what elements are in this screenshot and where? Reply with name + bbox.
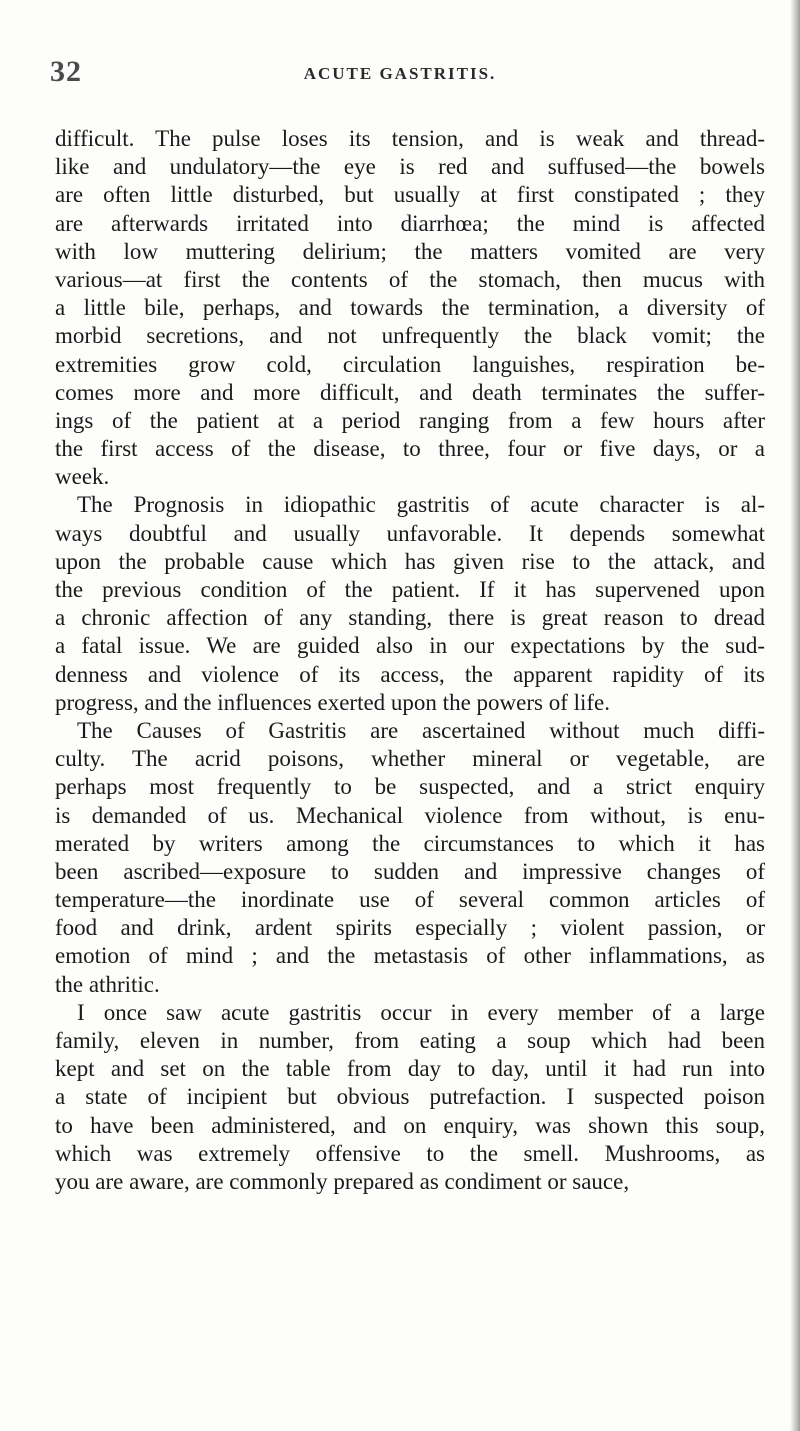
paragraph — [55, 717, 765, 999]
text-line: morbid secretions, and not unfrequently the black vomit; the — [55, 323, 765, 349]
text-line: various—at first the contents of the stomach, then mucus with — [55, 266, 765, 292]
text-line: difficult. The pulse loses its tension, and is weak and thread- — [55, 126, 765, 151]
text-line: denness and violence of its access, the apparent rapidity of its — [55, 661, 765, 687]
text-line: The Causes of Gastritis are ascertained without much diffi- — [77, 717, 765, 743]
running-title: ACUTE GASTRITIS. — [303, 64, 497, 83]
running-head — [50, 55, 750, 95]
text-line: a fatal issue. We are guided also in our expectations by the sud- — [55, 633, 765, 659]
text-line: you are aware, are commonly prepared as condiment or sauce, — [55, 1168, 630, 1194]
text-line: merated by writers among the circumstances to which it has — [55, 830, 765, 856]
text-line: with low muttering delirium; the matters vomited are very — [55, 238, 765, 264]
text-line: The Prognosis in idiopathic gastritis of acute character is al- — [77, 492, 765, 518]
text-line: culty. The acrid poisons, whether mineral or vegetable, are — [55, 746, 765, 772]
scan-edge-shadow — [790, 0, 800, 1431]
paragraph — [55, 491, 765, 717]
text-line: which was extremely offensive to the smell. Mushrooms, as — [55, 1140, 765, 1166]
text-line: perhaps most frequently to be suspected, and a strict enquiry — [55, 774, 765, 800]
text-line: are afterwards irritated into diarrhœa; the mind is affected — [55, 210, 765, 236]
text-line: to have been administered, and on enquiry, was shown this soup, — [55, 1112, 765, 1138]
body-text — [55, 125, 765, 1196]
text-line: temperature—the inordinate use of several common articles of — [55, 887, 765, 913]
text-line: the athritic. — [55, 971, 160, 997]
text-line: emotion of mind ; and the metastasis of other inflammations, as — [55, 943, 765, 969]
text-line: family, eleven in number, from eating a soup which had been — [55, 1028, 765, 1053]
text-line: ways doubtful and usually unfavorable. It depends somewhat — [55, 520, 765, 546]
text-line: food and drink, ardent spirits especially ; violent passion, or — [55, 915, 765, 941]
text-line: kept and set on the table from day to day, until it had run into — [55, 1056, 765, 1082]
text-line: is demanded of us. Mechanical violence from without, is enu- — [55, 802, 765, 828]
text-line: comes more and more difficult, and death terminates the suffer- — [55, 379, 765, 405]
text-line: been ascribed—exposure to sudden and impressive changes of — [55, 858, 765, 884]
text-line: progress, and the influences exerted upon the powers of life. — [55, 689, 611, 715]
text-line: extremities grow cold, circulation languishes, respiration be- — [55, 351, 765, 377]
text-line: a state of incipient but obvious putrefaction. I suspected poison — [55, 1084, 765, 1110]
paragraph — [55, 125, 765, 491]
text-line: the first access of the disease, to three, four or five days, or a — [55, 436, 765, 462]
text-line: a chronic affection of any standing, there is great reason to dread — [55, 605, 765, 631]
text-line: are often little disturbed, but usually at first constipated ; they — [55, 182, 765, 208]
text-line: ings of the patient at a period ranging from a few hours after — [55, 407, 765, 433]
text-line: upon the probable cause which has given rise to the attack, and — [55, 548, 765, 574]
paragraph — [55, 999, 765, 1196]
page-number: 32 — [50, 55, 82, 88]
text-line: the previous condition of the patient. If it has supervened upon — [55, 577, 765, 602]
text-line: week. — [55, 464, 110, 490]
text-line: a little bile, perhaps, and towards the termination, a diversity of — [55, 295, 765, 321]
text-line: like and undulatory—the eye is red and suffused—the bowels — [55, 154, 765, 180]
text-line: I once saw acute gastritis occur in every member of a large — [77, 999, 765, 1025]
